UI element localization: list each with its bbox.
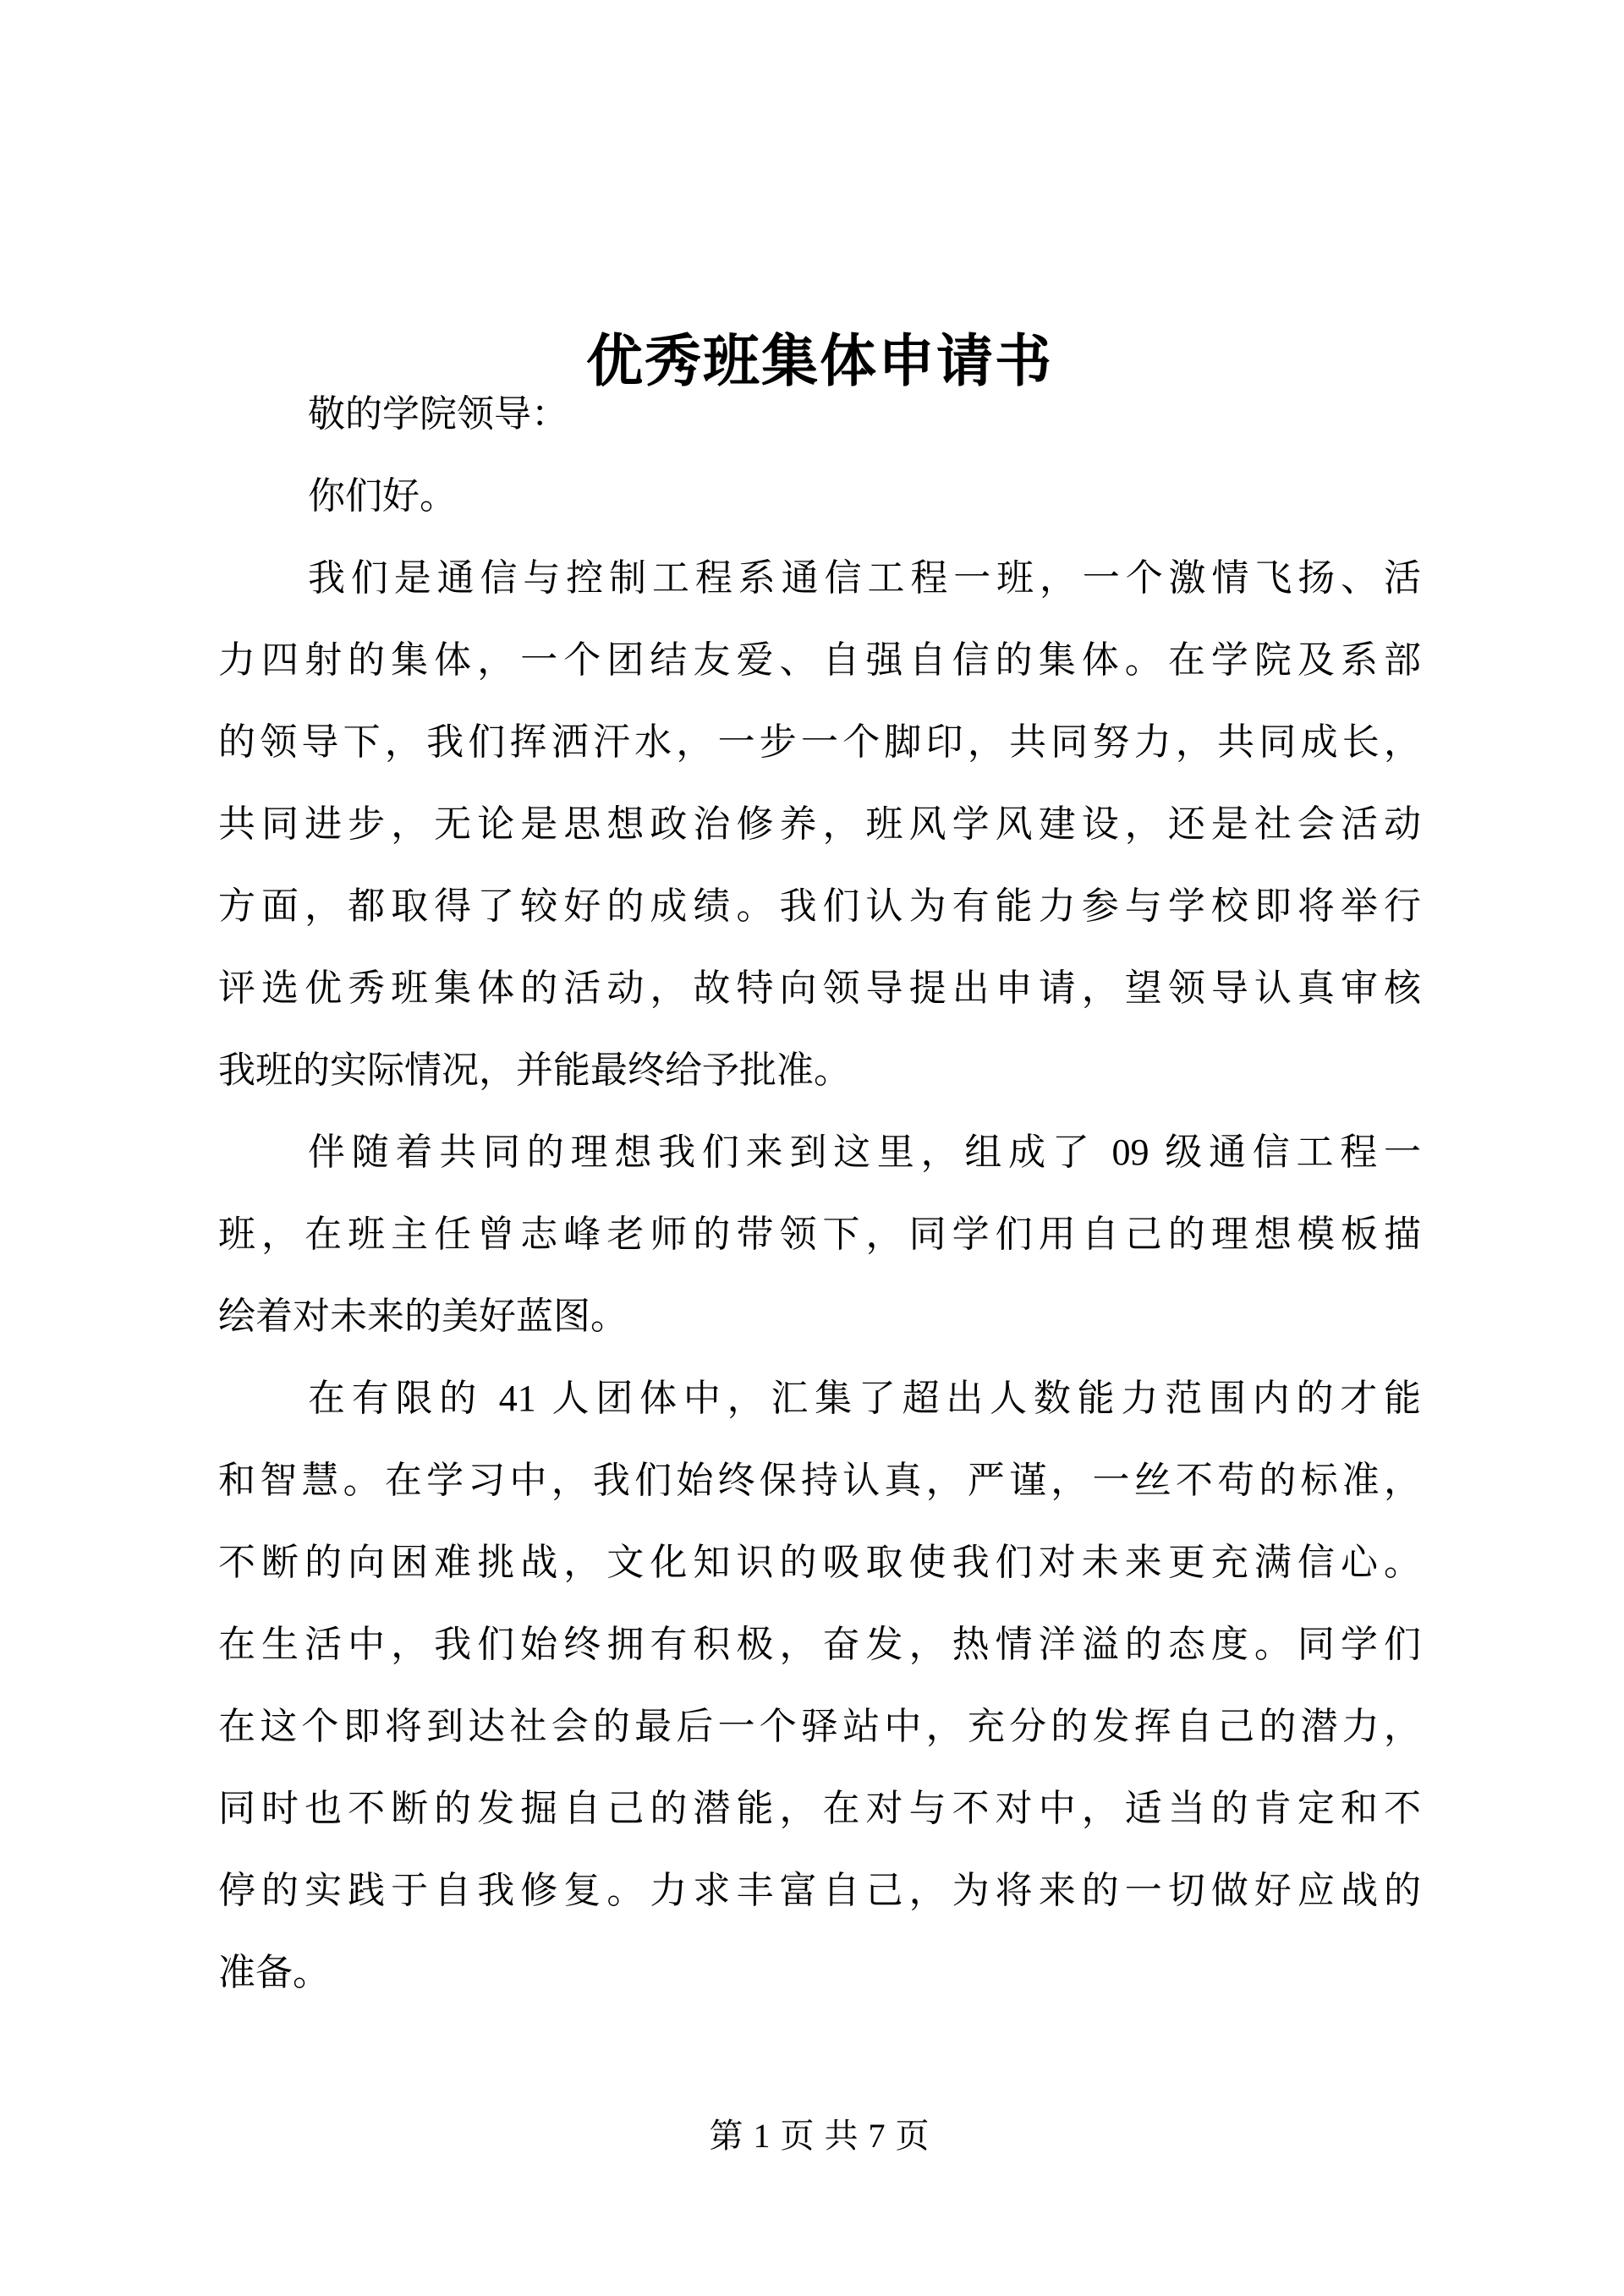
- document-line: 和智慧。在学习中，我们始终保持认真，严谨，一丝不苟的标准，: [218, 1460, 1421, 1501]
- document-line: 评选优秀班集体的活动，故特向领导提出申请，望领导认真审核: [218, 967, 1421, 1009]
- document-line: 在生活中，我们始终拥有积极，奋发，热情洋溢的态度。同学们: [218, 1624, 1421, 1665]
- document-line: 准备。: [218, 1952, 330, 1993]
- document-line: 伴随着共同的理想我们来到这里，组成了 09 级通信工程一: [308, 1132, 1421, 1173]
- document-line: 敬的学院领导：: [308, 393, 568, 435]
- document-line: 的领导下，我们挥洒汗水，一步一个脚印，共同努力，共同成长，: [218, 721, 1421, 763]
- document-line: 班，在班主任曾志峰老师的带领下，同学们用自己的理想模板描: [218, 1214, 1421, 1255]
- document-line: 力四射的集体，一个团结友爱、自强自信的集体。在学院及系部: [218, 639, 1421, 681]
- document-line: 绘着对未来的美好蓝图。: [218, 1296, 628, 1337]
- paragraph: [218, 537, 1421, 1111]
- document-line: 我班的实际情况，并能最终给予批准。: [218, 1049, 851, 1091]
- document-title: 优秀班集体申请书: [586, 330, 1053, 393]
- document-line: 你们好。: [308, 475, 457, 517]
- document-line: 共同进步，无论是思想政治修养，班风学风建设，还是社会活动: [218, 803, 1421, 845]
- document-line: 方面，都取得了较好的成绩。我们认为有能力参与学校即将举行: [218, 885, 1421, 927]
- document-line: 同时也不断的发掘自己的潜能，在对与不对中，适当的肯定和不: [218, 1788, 1421, 1829]
- paragraph: [218, 1357, 1421, 2014]
- document-line: 在有限的 41 人团体中，汇集了超出人数能力范围内的才能: [308, 1378, 1421, 1419]
- document-line: 我们是通信与控制工程系通信工程一班，一个激情飞扬、活: [308, 557, 1421, 599]
- document-line: 停的实践于自我修复。力求丰富自己，为将来的一切做好应战的: [218, 1870, 1421, 1911]
- paragraph: [218, 455, 1421, 537]
- page-number-footer: 第 1 页 共 7 页: [709, 2117, 930, 2155]
- document-line: 不断的向困难挑战，文化知识的吸取使我们对未来更充满信心。: [218, 1542, 1421, 1583]
- document-body: [218, 373, 1421, 2014]
- paragraph: [218, 1111, 1421, 1357]
- document-line: 在这个即将到达社会的最后一个驿站中，充分的发挥自己的潜力，: [218, 1706, 1421, 1747]
- paragraph: [218, 373, 1421, 455]
